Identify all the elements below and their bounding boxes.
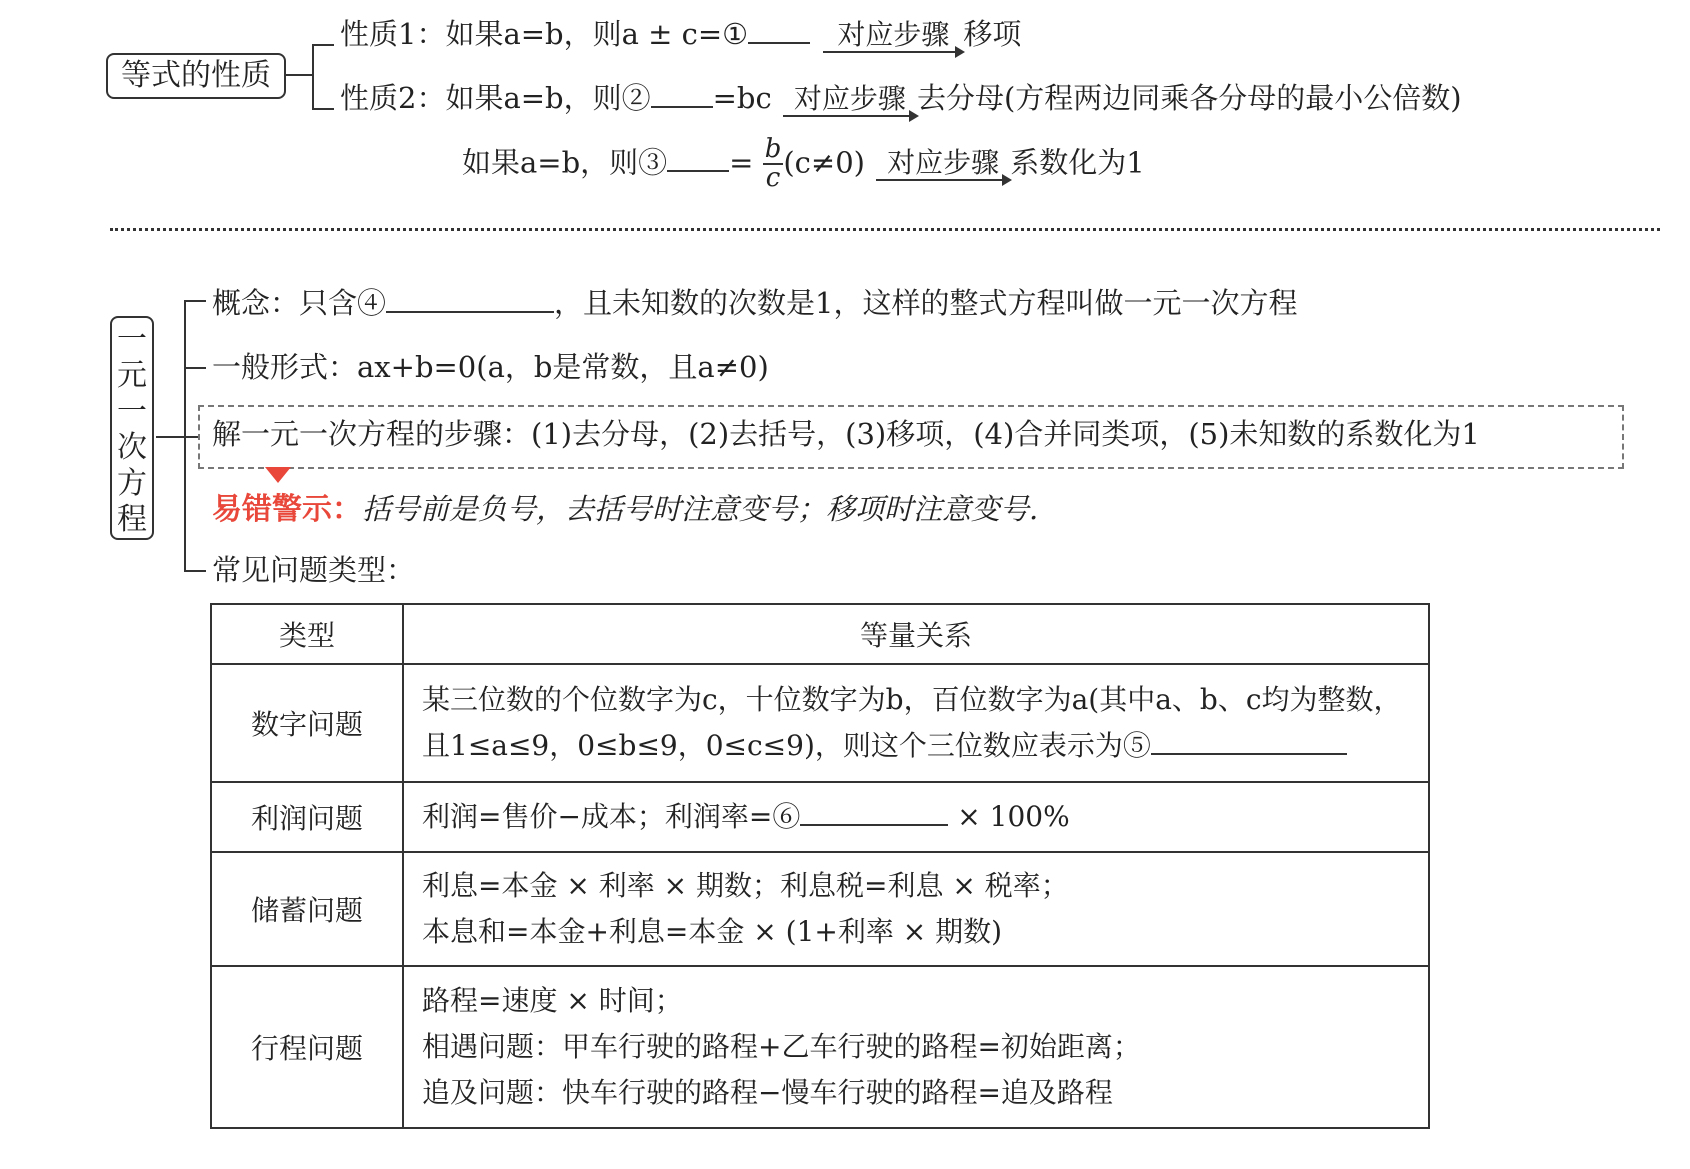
section-divider <box>110 228 1660 231</box>
relation-line: 本息和=本金+利息=本金 × (1+利率 × 期数) <box>422 915 1003 948</box>
common-types-heading: 常见问题类型： <box>212 553 416 587</box>
arrow-line <box>823 51 963 53</box>
fraction-b-over-c <box>763 136 784 193</box>
property-3-arrow-label: 对应步骤 <box>887 146 1000 180</box>
relation-tail: × 100% <box>957 800 1070 833</box>
relation-line-with-blank <box>422 723 1428 769</box>
row-type: 数字问题 <box>211 664 403 782</box>
property-2-arrow <box>783 82 917 117</box>
bracket-top <box>312 44 334 46</box>
row-relation <box>403 664 1429 782</box>
warning-pointer-icon <box>265 467 291 483</box>
bracket-vertical <box>312 44 314 108</box>
warning-title: 易错警示： <box>212 492 362 527</box>
tree-branch-steps <box>184 436 198 438</box>
linear-equation-label <box>110 316 154 540</box>
property-3-arrow <box>876 146 1010 181</box>
row-type: 行程问题 <box>211 966 403 1128</box>
bracket-bottom <box>312 108 334 110</box>
property-3-eq: = <box>729 145 754 180</box>
header-relation: 等量关系 <box>403 604 1429 664</box>
blank-2 <box>651 80 713 108</box>
property-2-arrow-label: 对应步骤 <box>793 82 906 115</box>
property-2-suffix: =bc <box>712 81 772 115</box>
fraction-numerator: b <box>764 134 782 164</box>
concept-prefix: 概念：只含④ <box>212 286 387 320</box>
relation-line: 追及问题：快车行驶的路程−慢车行驶的路程=追及路程 <box>422 1076 1113 1109</box>
table-row <box>211 664 1429 782</box>
property-1-row <box>340 16 1021 53</box>
property-1-arrow-label: 对应步骤 <box>837 18 950 51</box>
arrow-line <box>783 115 917 117</box>
row-relation <box>403 966 1429 1128</box>
relation-line-with-blank <box>422 794 1428 840</box>
solve-steps: 解一元一次方程的步骤：(1)去分母，(2)去括号，(3)移项，(4)合并同类项，(5)未知数的系数化为1 <box>212 417 1480 451</box>
tree-branch-types <box>184 570 206 572</box>
blank-1 <box>748 16 810 44</box>
property-1-arrow <box>823 18 963 53</box>
relation-line: 利息=本金 × 利率 × 期数；利息税=利息 × 税率； <box>422 869 1069 902</box>
label-char: 方 <box>117 466 147 501</box>
table-row <box>211 852 1429 966</box>
tree-vertical <box>184 300 186 570</box>
equation-properties-label <box>106 53 286 99</box>
header-type: 类型 <box>211 604 403 664</box>
row-relation <box>403 782 1429 852</box>
property-3-condition: (c≠0) <box>783 145 865 180</box>
blank-6 <box>800 802 948 826</box>
property-3-prefix: 如果a=b，则③ <box>462 145 668 180</box>
relation-line: 路程=速度 × 时间； <box>422 984 683 1017</box>
relation-text: 且1≤a≤9，0≤b≤9，0≤c≤9)，则这个三位数应表示为⑤ <box>422 729 1151 762</box>
equation-properties-label-text: 等式的性质 <box>121 58 271 93</box>
row-type: 利润问题 <box>211 782 403 852</box>
label-char: 次 <box>117 430 147 465</box>
label-char: 一 <box>117 394 147 429</box>
blank-4 <box>386 285 554 313</box>
general-form: 一般形式：ax+b=0(a，b是常数，且a≠0) <box>212 350 769 384</box>
row-relation <box>403 852 1429 966</box>
concept-row <box>212 285 1297 318</box>
table-row <box>211 966 1429 1128</box>
warning-text: 括号前是负号，去括号时注意变号；移项时注意变号. <box>362 492 1039 526</box>
arrow-line <box>876 179 1010 181</box>
property-2-row <box>340 80 1462 117</box>
table-header-row <box>211 604 1429 664</box>
fraction-denominator: c <box>765 163 781 194</box>
property-2-result: 去分母(方程两边同乘各分母的最小公倍数) <box>916 81 1462 115</box>
property-1-result: 移项 <box>963 17 1022 51</box>
warning-row <box>212 484 1038 528</box>
label-char: 程 <box>117 502 147 537</box>
row-type: 储蓄问题 <box>211 852 403 966</box>
label-char: 一 <box>117 322 147 357</box>
table-row <box>211 782 1429 852</box>
property-3-result: 系数化为1 <box>1010 145 1145 180</box>
relation-line: 某三位数的个位数字为c，十位数字为b，百位数字为a(其中a、b、c均为整数， <box>422 683 1402 716</box>
bracket-connector <box>284 74 312 76</box>
blank-5 <box>1151 731 1347 755</box>
relation-text: 利润=售价−成本；利润率=⑥ <box>422 800 801 833</box>
concept-suffix: ，且未知数的次数是1，这样的整式方程叫做一元一次方程 <box>554 286 1298 320</box>
property-2-prefix: 性质2：如果a=b，则② <box>340 81 651 115</box>
property-3-row <box>462 136 1145 193</box>
tree-branch-concept <box>184 300 206 302</box>
relations-table <box>210 603 1430 1129</box>
tree-branch-form <box>184 367 206 369</box>
label-char: 元 <box>117 358 147 393</box>
blank-3 <box>667 144 729 172</box>
tree-connector <box>156 436 184 438</box>
property-1-prefix: 性质1：如果a=b，则a ± c=① <box>340 17 749 51</box>
relation-line: 相遇问题：甲车行驶的路程+乙车行驶的路程=初始距离； <box>422 1030 1141 1063</box>
